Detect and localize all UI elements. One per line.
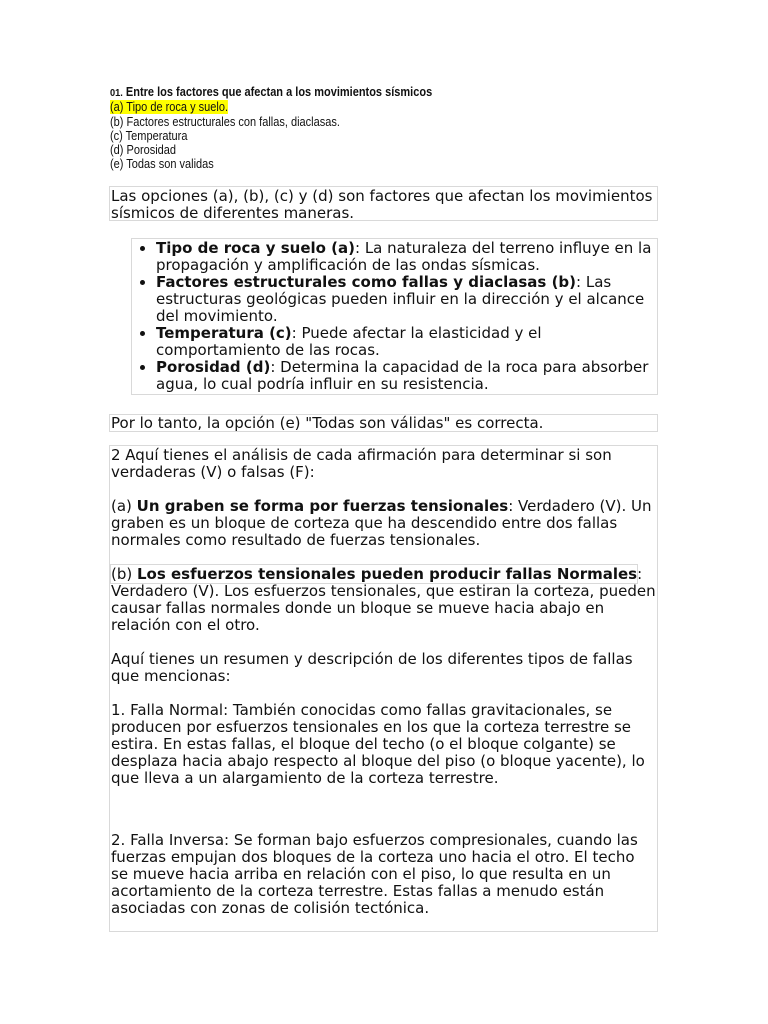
statement-b-title: Los esfuerzos tensionales pueden producir fallas Normales <box>137 565 638 583</box>
summary-intro: Aquí tienes un resumen y descripción de los diferentes tipos de fallas que mencionas: <box>111 650 633 685</box>
option-c: (c) Temperatura <box>110 128 188 143</box>
analysis-box <box>109 445 658 932</box>
question-number: 01. <box>110 87 123 99</box>
falla-inversa-text: 2. Falla Inversa: Se forman bajo esfuerzos compresionales, cuando las fuerzas empujan dos bloques de la corteza uno hacia el otro. El techo se mueve hacia arriba en relación con el piso, lo que resulta en un acortamiento de la corteza terrestre. Estas fallas a menudo están asociadas con zonas de colisión tectónica. <box>111 831 638 917</box>
conclusion-text: Por lo tanto, la opción (e) "Todas son válidas" es correcta. <box>111 414 544 432</box>
bullet-term: Factores estructurales como fallas y diaclasas (b) <box>156 273 577 291</box>
bullet-text: : Puede afectar la elasticidad y el comportamiento de las rocas. <box>156 324 542 359</box>
list-item <box>156 240 653 274</box>
list-item <box>156 359 653 393</box>
falla-normal-text: 1. Falla Normal: También conocidas como fallas gravitacionales, se producen por esfuerzos tensionales en los que la corteza terrestre se estira. En estas fallas, el bloque del techo (o el bloque colgante) se desplaza hacia abajo respecto al bloque del piso (o bloque yacente), lo que lleva a un alargamiento de la corteza terrestre. <box>111 701 645 787</box>
section2-intro: 2 Aquí tienes el análisis de cada afirmación para determinar si son verdaderas (V) o falsas (F): <box>111 446 612 481</box>
factors-list-box <box>131 238 658 395</box>
statement-a: (a) Un graben se forma por fuerzas tensionales: Verdadero (V). Un graben es un bloque de corteza que ha descendido entre dos fallas normales como resultado de fuerzas tensionales. <box>111 497 652 549</box>
conclusion-box <box>109 414 658 432</box>
question-block <box>110 85 603 172</box>
factors-list <box>132 240 653 393</box>
option-a-highlighted: (a) Tipo de roca y suelo. <box>110 100 229 115</box>
bullet-term: Porosidad (d) <box>156 358 271 376</box>
option-d: (d) Porosidad <box>110 143 177 158</box>
bullet-term: Temperatura (c) <box>156 324 292 342</box>
intro-box <box>109 186 658 221</box>
option-e: (e) Todas son validas <box>110 157 214 172</box>
statement-a-verdict: : Verdadero (V). Un graben es un bloque de corteza que ha descendido entre dos fallas normales como resultado de fuerzas tensionales. <box>111 497 652 549</box>
statement-b: (b) Los esfuerzos tensionales pueden producir fallas Normales: Verdadero (V). Los esfuerzos tensionales, que estiran la corteza, pueden causar fallas normales donde un bloque se mueve hacia abajo en relación con el otro. <box>111 565 656 634</box>
intro-text: Las opciones (a), (b), (c) y (d) son factores que afectan los movimientos sísmicos de diferentes maneras. <box>111 187 653 222</box>
bullet-text: : Las estructuras geológicas pueden influir en la dirección y el alcance del movimiento. <box>156 273 645 325</box>
bullet-text: : Determina la capacidad de la roca para absorber agua, lo cual podría influir en su resistencia. <box>156 358 649 393</box>
statement-a-title: Un graben se forma por fuerzas tensionales <box>136 497 509 515</box>
option-b: (b) Factores estructurales con fallas, diaclasas. <box>110 114 340 129</box>
question-title: Entre los factores que afectan a los movimientos sísmicos <box>125 85 433 99</box>
list-item <box>156 325 653 359</box>
bullet-term: Tipo de roca y suelo (a) <box>156 239 355 257</box>
list-item <box>156 274 653 325</box>
statement-b-verdict: : Verdadero (V). Los esfuerzos tensionales, que estiran la corteza, pueden causar fallas normales donde un bloque se mueve hacia abajo en relación con el otro. <box>111 565 656 634</box>
bullet-text: : La naturaleza del terreno influye en la propagación y amplificación de las ondas sísmicas. <box>156 239 652 274</box>
question-heading <box>110 85 603 100</box>
